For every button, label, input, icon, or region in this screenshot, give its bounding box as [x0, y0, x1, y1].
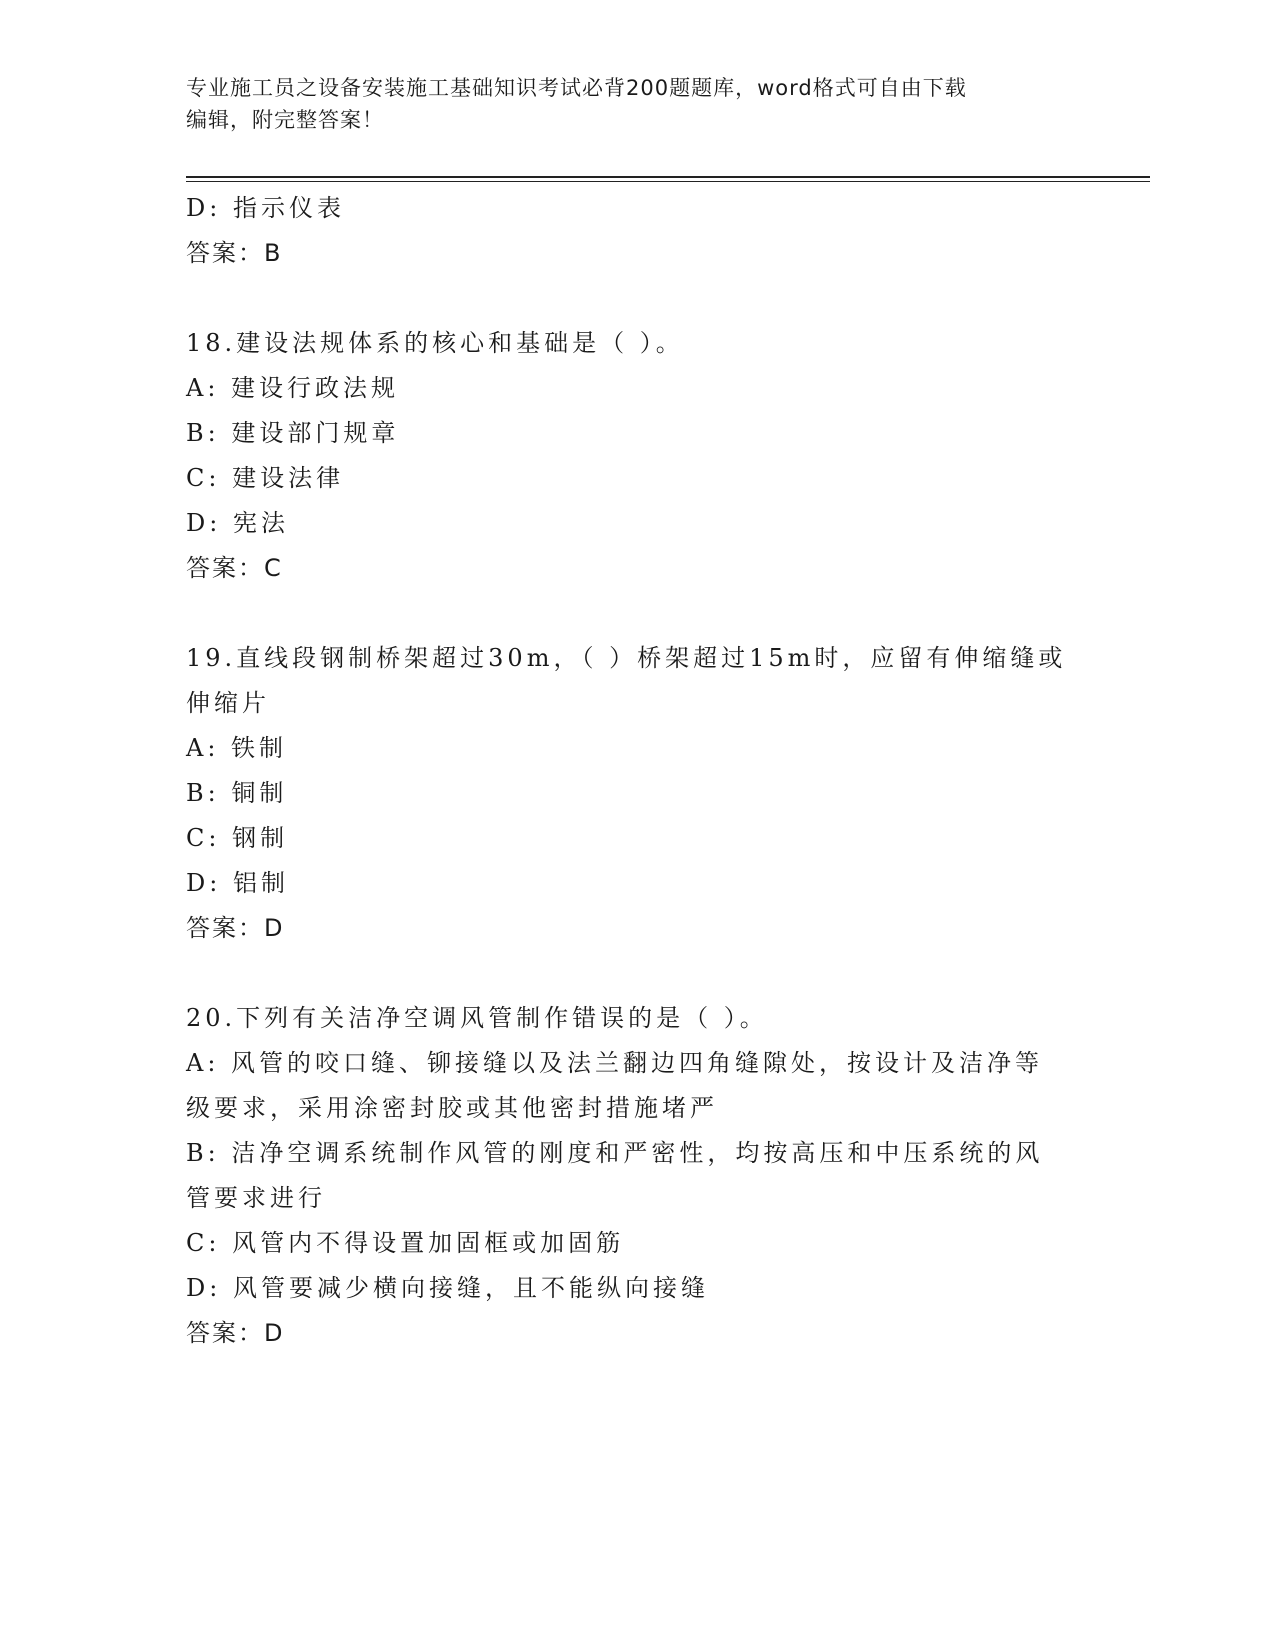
q19-answer: 答案：D — [186, 914, 285, 942]
q20-option-a-line-1: A: 风管的咬口缝、铆接缝以及法兰翻边四角缝隙处，按设计及洁净等 — [186, 1049, 1044, 1077]
q18-option-c: C: 建设法律 — [186, 464, 345, 492]
q19-stem-line-2: 伸缩片 — [186, 689, 270, 717]
q20-answer: 答案：D — [186, 1319, 285, 1347]
header-line-1: 专业施工员之设备安装施工基础知识考试必背200题题库，word格式可自由下载 — [186, 76, 967, 100]
q19-option-c: C: 钢制 — [186, 824, 289, 852]
document-header — [186, 72, 1086, 136]
header-divider-thin — [186, 181, 1150, 182]
q19-option-b: B: 铜制 — [186, 779, 288, 807]
header-line-2: 编辑，附完整答案！ — [186, 108, 384, 132]
q20-option-c: C: 风管内不得设置加固框或加固筋 — [186, 1229, 625, 1257]
q19-option-a: A: 铁制 — [186, 734, 288, 762]
q20-option-d: D: 风管要减少横向接缝，且不能纵向接缝 — [186, 1274, 709, 1302]
q18-option-d: D: 宪法 — [186, 509, 289, 537]
q18-stem: 18.建设法规体系的核心和基础是（ ）。 — [186, 329, 684, 357]
header-divider-thick — [186, 176, 1150, 178]
prev-option-d: D: 指示仪表 — [186, 194, 345, 222]
q19-option-d: D: 铝制 — [186, 869, 289, 897]
q18-option-a: A: 建设行政法规 — [186, 374, 400, 402]
q18-option-b: B: 建设部门规章 — [186, 419, 400, 447]
q18-answer: 答案：C — [186, 554, 283, 582]
q20-option-b-line-1: B: 洁净空调系统制作风管的刚度和严密性，均按高压和中压系统的风 — [186, 1139, 1044, 1167]
prev-answer: 答案：B — [186, 239, 283, 267]
q19-stem-line-1: 19.直线段钢制桥架超过30m，（ ）桥架超过15m时，应留有伸缩缝或 — [186, 644, 1067, 672]
q20-stem: 20.下列有关洁净空调风管制作错误的是（ ）。 — [186, 1004, 768, 1032]
q20-option-b-line-2: 管要求进行 — [186, 1184, 326, 1212]
q20-option-a-line-2: 级要求，采用涂密封胶或其他密封措施堵严 — [186, 1094, 718, 1122]
